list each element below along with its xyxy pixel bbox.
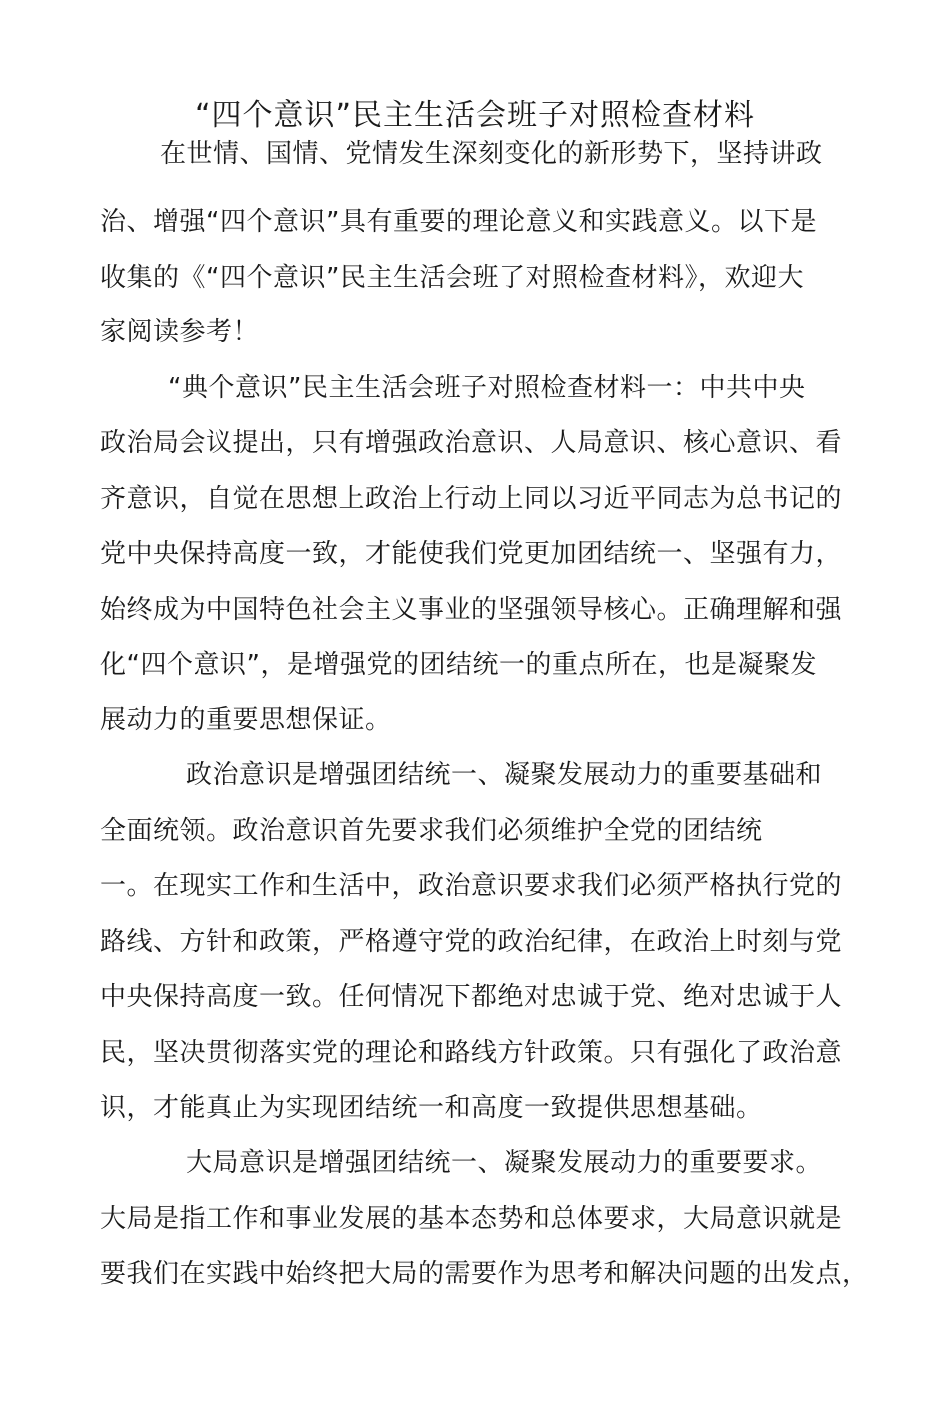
text-line: 大局意识是增强团结统一、凝聚发展动力的重要要求。 — [186, 1148, 823, 1178]
text-line: 民，坚决贯彻落实党的理论和路线方针政策。只有强化了政治意 — [100, 1038, 843, 1068]
text-line: 化“四个意识”，是增强党的团结统一的重点所在，也是凝聚发 — [100, 650, 817, 680]
document-title: “四个意识”民主生活会班子对照检查材料 — [194, 98, 756, 133]
text-line: 大局是指工作和事业发展的基本态势和总体要求，大局意识就是 — [100, 1204, 843, 1234]
text-line: 识，才能真止为实现团结统一和高度一致提供思想基础。 — [100, 1093, 763, 1123]
text-line: “典个意识”民主生活会班子对照检查材料一：中共中央 — [168, 373, 806, 403]
text-line: 路线、方针和政策，严格遵守党的政治纪律，在政治上时刻与党 — [100, 927, 843, 957]
text-line: 治、增强“四个意识”具有重要的理论意义和实践意义。以下是 — [100, 207, 817, 237]
text-line: 收集的《“四个意识”民主生活会班了对照检查材料》，欢迎大 — [100, 263, 804, 293]
text-line: 展动力的重要思想保证。 — [100, 705, 392, 735]
text-line: 全面统领。政治意识首先要求我们必须维护全党的团结统 — [100, 816, 763, 846]
text-line: 始终成为中国特色社会主义事业的坚强领导核心。正确理解和强 — [100, 595, 843, 625]
text-line: 党中央保持高度一致，才能使我们党更加团结统一、坚强有力， — [100, 539, 843, 569]
text-line: 中央保持高度一致。任何情况下都绝对忠诚于党、绝对忠诚于人 — [100, 982, 843, 1012]
text-line: 齐意识，自觉在思想上政治上行动上同以习近平同志为总书记的 — [100, 484, 843, 514]
text-line: 一。在现实工作和生活中，政治意识要求我们必须严格执行党的 — [100, 871, 843, 901]
text-line: 政治意识是增强团结统一、凝聚发展动力的重要基础和 — [186, 760, 823, 790]
text-line: 家阅读参考！ — [100, 317, 260, 347]
text-line: 政治局会议提出，只有增强政治意识、人局意识、核心意识、看 — [100, 428, 843, 458]
text-line: 要我们在实践中始终把大局的需要作为思考和解决问题的出发点， — [100, 1259, 869, 1289]
text-line: 在世情、国情、党情发生深刻变化的新形势下，坚持讲政 — [160, 139, 823, 169]
